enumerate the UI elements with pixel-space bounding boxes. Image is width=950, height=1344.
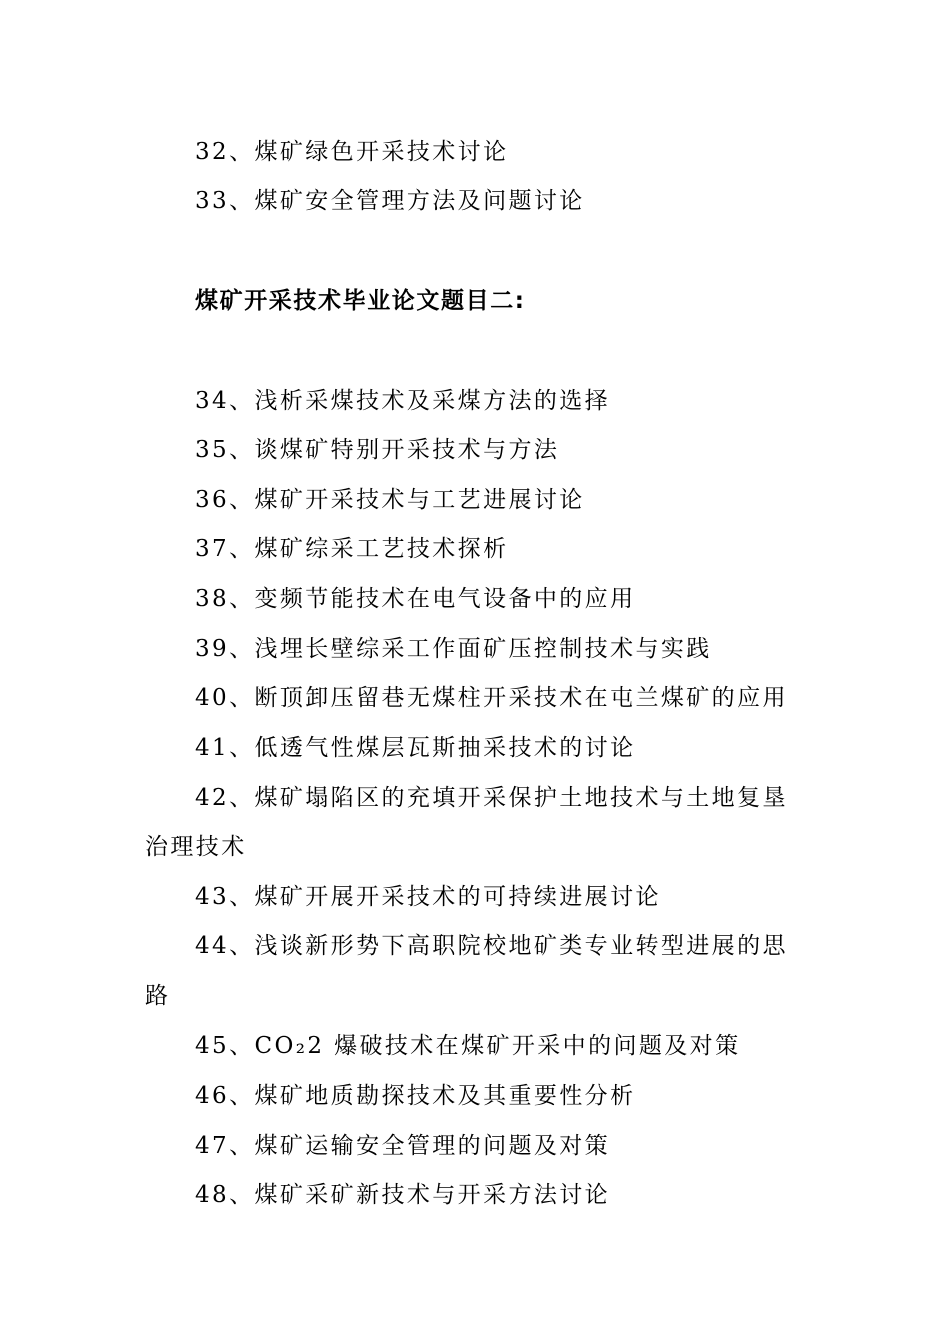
topic-item-47: 47、煤矿运输安全管理的问题及对策 — [195, 1133, 611, 1159]
topic-item-42: 42、煤矿塌陷区的充填开采保护土地技术与土地复垦 — [195, 785, 788, 811]
topic-item-44: 44、浅谈新形势下高职院校地矿类专业转型进展的思 — [195, 933, 788, 959]
topic-item-37: 37、煤矿综采工艺技术探析 — [195, 536, 509, 562]
topic-item-42-continuation: 治理技术 — [145, 834, 247, 860]
topic-item-33: 33、煤矿安全管理方法及问题讨论 — [195, 188, 585, 214]
topic-item-38: 38、变频节能技术在电气设备中的应用 — [195, 586, 636, 612]
topic-item-44-continuation: 路 — [145, 983, 171, 1009]
topic-item-35: 35、谈煤矿特别开采技术与方法 — [195, 437, 560, 463]
topic-item-48: 48、煤矿采矿新技术与开采方法讨论 — [195, 1182, 611, 1208]
topic-item-32: 32、煤矿绿色开采技术讨论 — [195, 139, 509, 165]
topic-item-45: 45、CO₂2 爆破技术在煤矿开采中的问题及对策 — [195, 1033, 741, 1059]
topic-item-43: 43、煤矿开展开采技术的可持续进展讨论 — [195, 884, 661, 910]
section-heading: 煤矿开采技术毕业论文题目二: — [195, 288, 526, 314]
topic-item-46: 46、煤矿地质勘探技术及其重要性分析 — [195, 1083, 636, 1109]
topic-item-34: 34、浅析采煤技术及采煤方法的选择 — [195, 388, 611, 414]
topic-item-41: 41、低透气性煤层瓦斯抽采技术的讨论 — [195, 735, 636, 761]
topic-item-39: 39、浅埋长壁综采工作面矿压控制技术与实践 — [195, 636, 712, 662]
topic-item-36: 36、煤矿开采技术与工艺进展讨论 — [195, 487, 585, 513]
topic-item-40: 40、断顶卸压留巷无煤柱开采技术在屯兰煤矿的应用 — [195, 685, 788, 711]
